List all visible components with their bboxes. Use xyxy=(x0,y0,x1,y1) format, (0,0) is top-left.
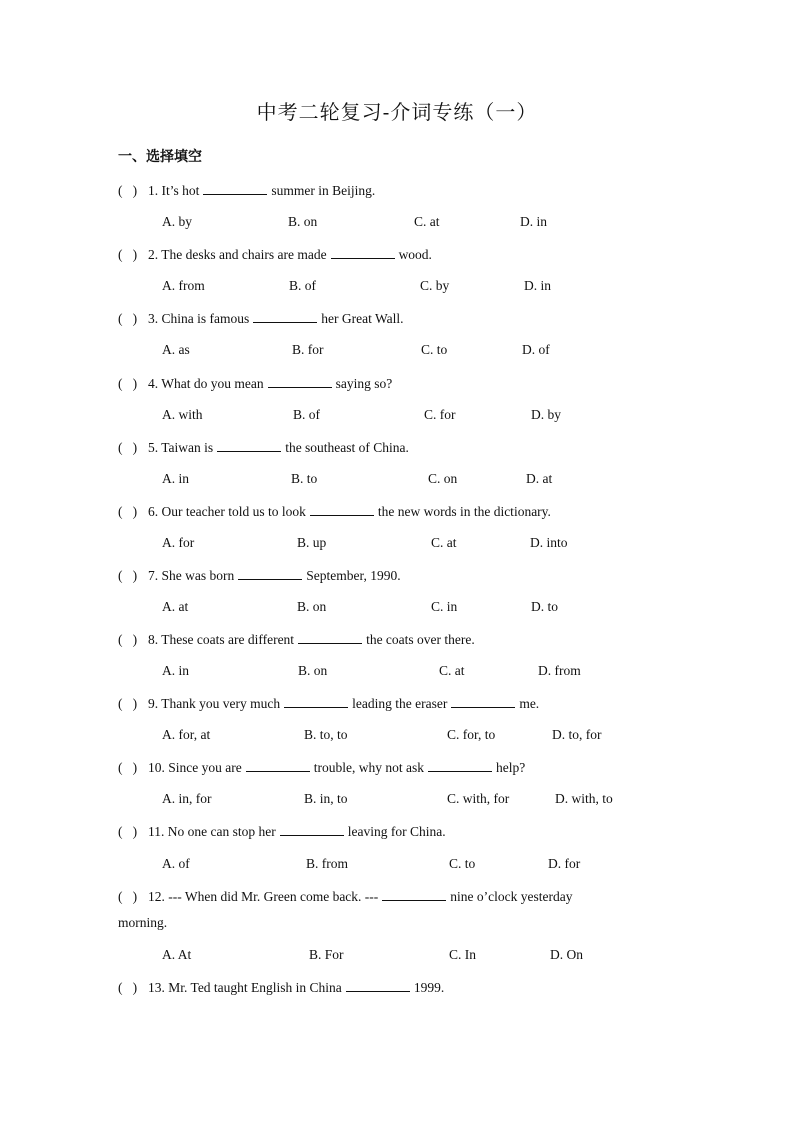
option-a[interactable]: A. in xyxy=(162,471,189,486)
option-d[interactable]: D. On xyxy=(550,947,583,962)
option-c[interactable]: C. for xyxy=(424,407,456,422)
option-b[interactable]: B. of xyxy=(293,407,320,422)
option-b[interactable]: B. in, to xyxy=(304,791,348,806)
answer-blank[interactable] xyxy=(284,695,348,708)
option-b[interactable]: B. For xyxy=(309,947,344,962)
answer-paren[interactable]: ( ) xyxy=(118,440,138,455)
option-d[interactable]: D. from xyxy=(538,663,581,678)
question-8: ( ) 8. These coats are different the coats over there. xyxy=(118,632,475,647)
answer-paren[interactable]: ( ) xyxy=(118,504,138,519)
option-c[interactable]: C. on xyxy=(428,471,458,486)
answer-paren[interactable]: ( ) xyxy=(118,696,138,711)
option-c[interactable]: C. by xyxy=(420,278,450,293)
option-b[interactable]: B. up xyxy=(297,535,327,550)
option-d[interactable]: D. by xyxy=(531,407,561,422)
answer-blank[interactable] xyxy=(280,823,344,836)
answer-blank[interactable] xyxy=(382,888,446,901)
answer-paren[interactable]: ( ) xyxy=(118,760,138,775)
answer-blank-2[interactable] xyxy=(428,759,492,772)
option-c[interactable]: C. with, for xyxy=(447,791,510,806)
option-a[interactable]: A. At xyxy=(162,947,192,962)
option-d[interactable]: D. in xyxy=(520,214,547,229)
option-d[interactable]: D. with, to xyxy=(555,791,613,806)
option-a[interactable]: A. in xyxy=(162,663,189,678)
answer-blank[interactable] xyxy=(346,979,410,992)
option-b[interactable]: B. from xyxy=(306,856,348,871)
option-a[interactable]: A. from xyxy=(162,278,205,293)
option-a[interactable]: A. as xyxy=(162,342,190,357)
option-c[interactable]: C. to xyxy=(449,856,476,871)
question-7: ( ) 7. She was born September, 1990. xyxy=(118,568,401,583)
answer-paren[interactable]: ( ) xyxy=(118,824,138,839)
answer-blank[interactable] xyxy=(203,182,267,195)
option-b[interactable]: B. to xyxy=(291,471,318,486)
option-d[interactable]: D. into xyxy=(530,535,568,550)
option-a[interactable]: A. in, for xyxy=(162,791,212,806)
answer-blank[interactable] xyxy=(298,631,362,644)
option-b[interactable]: B. on xyxy=(288,214,318,229)
section-heading: 一、选择填空 xyxy=(118,149,202,165)
question-13: ( ) 13. Mr. Ted taught English in China 1999. xyxy=(118,980,445,995)
answer-paren[interactable]: ( ) xyxy=(118,183,138,198)
option-a[interactable]: A. of xyxy=(162,856,190,871)
answer-paren[interactable]: ( ) xyxy=(118,568,138,583)
answer-blank[interactable] xyxy=(310,503,374,516)
question-2: ( ) 2. The desks and chairs are made wood. xyxy=(118,247,432,262)
option-c[interactable]: C. at xyxy=(414,214,440,229)
option-a[interactable]: A. for, at xyxy=(162,727,211,742)
option-d[interactable]: D. at xyxy=(526,471,553,486)
answer-blank[interactable] xyxy=(238,567,302,580)
option-d[interactable]: D. for xyxy=(548,856,581,871)
question-11: ( ) 11. No one can stop her leaving for China. xyxy=(118,824,446,839)
question-12: ( ) 12. --- When did Mr. Green come back. --- nine o’clock yesterday xyxy=(118,889,573,904)
page-title: 中考二轮复习-介词专练（一） xyxy=(256,100,538,124)
answer-paren[interactable]: ( ) xyxy=(118,311,138,326)
question-3: ( ) 3. China is famous her Great Wall. xyxy=(118,311,404,326)
option-c[interactable]: C. at xyxy=(439,663,465,678)
option-c[interactable]: C. for, to xyxy=(447,727,496,742)
answer-blank[interactable] xyxy=(246,759,310,772)
option-b[interactable]: B. on xyxy=(298,663,328,678)
answer-blank[interactable] xyxy=(268,375,332,388)
option-a[interactable]: A. with xyxy=(162,407,203,422)
option-c[interactable]: C. in xyxy=(431,599,458,614)
option-c[interactable]: C. at xyxy=(431,535,457,550)
question-5: ( ) 5. Taiwan is the southeast of China. xyxy=(118,440,409,455)
answer-paren[interactable]: ( ) xyxy=(118,376,138,391)
option-b[interactable]: B. on xyxy=(297,599,327,614)
option-c[interactable]: C. to xyxy=(421,342,448,357)
option-b[interactable]: B. for xyxy=(292,342,324,357)
answer-paren[interactable]: ( ) xyxy=(118,632,138,647)
option-d[interactable]: D. to xyxy=(531,599,558,614)
question-12-continued: morning. xyxy=(118,915,168,930)
option-d[interactable]: D. to, for xyxy=(552,727,602,742)
answer-paren[interactable]: ( ) xyxy=(118,980,138,995)
answer-paren[interactable]: ( ) xyxy=(118,247,138,262)
answer-paren[interactable]: ( ) xyxy=(118,889,138,904)
answer-blank[interactable] xyxy=(331,246,395,259)
question-9: ( ) 9. Thank you very much leading the eraser me. xyxy=(118,696,540,711)
question-10: ( ) 10. Since you are trouble, why not ask help? xyxy=(118,760,526,775)
option-a[interactable]: A. for xyxy=(162,535,195,550)
question-1: ( ) 1. It’s hot summer in Beijing. xyxy=(118,183,376,198)
option-a[interactable]: A. at xyxy=(162,599,189,614)
question-6: ( ) 6. Our teacher told us to look the new words in the dictionary. xyxy=(118,504,551,519)
option-c[interactable]: C. In xyxy=(449,947,476,962)
option-d[interactable]: D. in xyxy=(524,278,551,293)
option-b[interactable]: B. of xyxy=(289,278,316,293)
question-4: ( ) 4. What do you mean saying so? xyxy=(118,376,393,391)
option-d[interactable]: D. of xyxy=(522,342,550,357)
option-a[interactable]: A. by xyxy=(162,214,192,229)
option-b[interactable]: B. to, to xyxy=(304,727,348,742)
answer-blank[interactable] xyxy=(217,439,281,452)
answer-blank[interactable] xyxy=(253,310,317,323)
answer-blank-2[interactable] xyxy=(451,695,515,708)
